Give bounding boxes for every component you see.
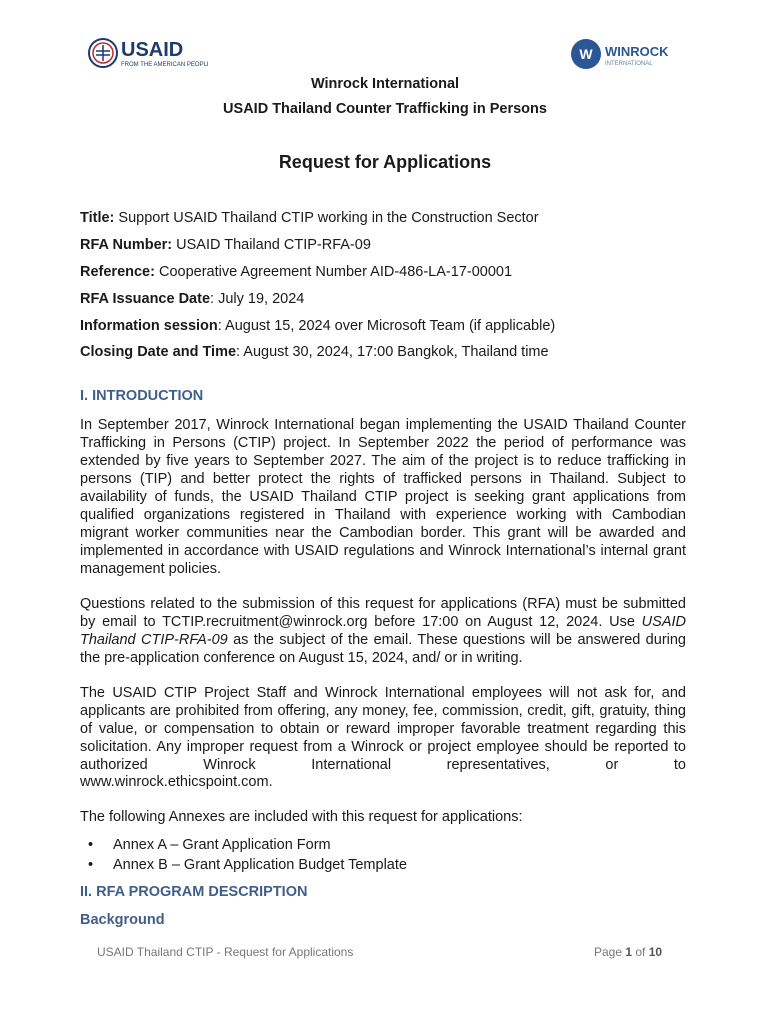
ethics-paragraph: The USAID CTIP Project Staff and Winrock International employees will not ask for, and applicants are prohibited from offering, any money, fee, commission, credit, gift, gratuity, thing of value, or compensation to obtain or reward improper favorable treatment regarding this solicitation. Any improper request from a Winrock or project employee should be reported to authorized Winrock International representatives, or to [80,685,686,773]
annex-list [88,835,407,875]
program-name: USAID Thailand Counter Trafficking in Persons [223,101,547,117]
list-item: • Annex B – Grant Application Budget Template [88,857,407,873]
usaid-logo [88,36,208,70]
meta-closing-date: Closing Date and Time: August 30, 2024, 17:00 Bangkok, Thailand time [80,344,549,360]
background-subheading: Background [80,912,165,928]
section-program-heading: II. RFA PROGRAM DESCRIPTION [80,884,308,900]
winrock-wordmark: WINROCK [605,44,669,59]
winrock-sub: INTERNATIONAL [605,61,653,67]
meta-rfa-number: RFA Number: USAID Thailand CTIP-RFA-09 [80,237,371,253]
usaid-wordmark: USAID [121,39,184,61]
footer-doc-title: USAID Thailand CTIP - Request for Applications [97,945,354,959]
meta-reference: Reference: Cooperative Agreement Number AID-486-LA-17-00001 [80,264,513,280]
meta-info-session: Information session: August 15, 2024 over Microsoft Team (if applicable) [80,318,556,334]
page-title: Request for Applications [278,152,492,172]
questions-paragraph: Questions related to the submission of this request for applications (RFA) must be submitted by email to TCTIP.recruitment@winrock.org before 17:00 on August 12, 2024. Use USAID Thailand CTIP-RFA-09 as the subject of the email. These questions will be answered during the pre-application conference on August 15, 2024, and/ or in writing. [80,596,686,666]
usaid-tagline: FROM THE AMERICAN PEOPLE [121,62,208,68]
annexes-intro: The following Annexes are included with this request for applications: [80,809,523,825]
winrock-logo [570,38,674,70]
footer-page-number: Page 1 of 10 [594,945,663,959]
meta-title: Title: Support USAID Thailand CTIP working in the Construction Sector [80,210,539,226]
org-name: Winrock International [310,76,460,92]
intro-paragraph: In September 2017, Winrock International began implementing the USAID Thailand Counter Trafficking in Persons (CTIP) project. In September 2022 the period of performance was extended by five years to September 2027. The aim of the project is to reduce trafficking in persons (TIP) and better protect the rights of trafficked persons in Thailand. Subject to availability of funds, the USAID Thailand CTIP project is seeking grant applications from qualified organizations registered in Thailand with experience working with Cambodian migrant worker communities near the Cambodian border. This grant will be awarded and implemented in accordance with USAID regulations and Winrock International’s internal grant management policies. [80,417,686,577]
section-introduction-heading: I. INTRODUCTION [80,388,204,404]
ethics-link[interactable]: www.winrock.ethicspoint.com. [80,774,273,790]
list-item: • Annex A – Grant Application Form [88,837,331,853]
meta-issuance-date: RFA Issuance Date: July 19, 2024 [80,291,305,307]
svg-text:W: W [579,46,593,62]
